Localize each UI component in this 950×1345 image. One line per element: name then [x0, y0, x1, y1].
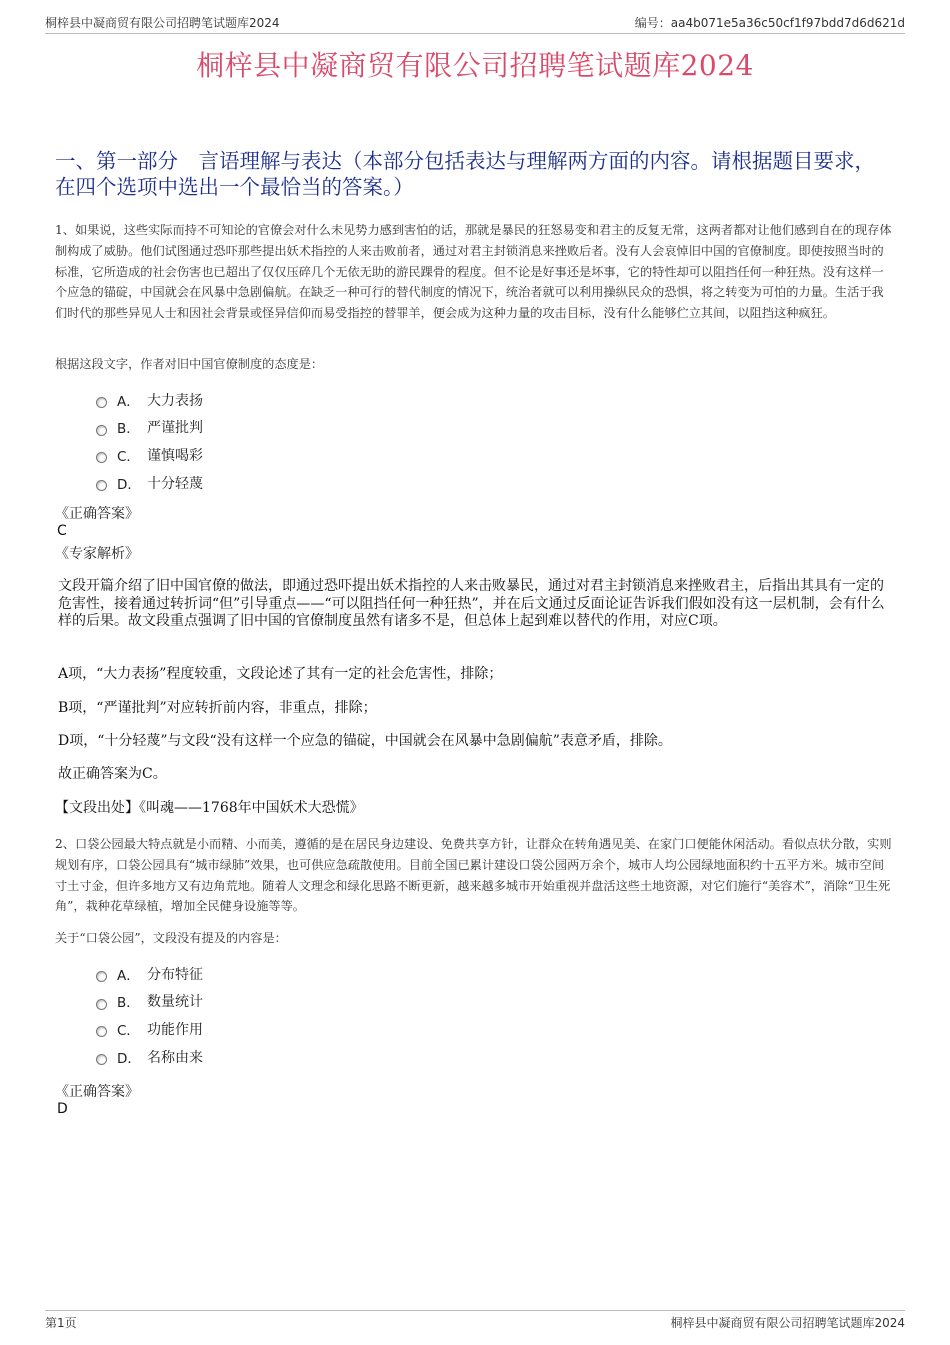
question-1-analysis-label: 《专家解析》: [55, 546, 139, 562]
question-2-prompt: 关于“口袋公园”，文段没有提及的内容是：: [55, 931, 287, 945]
option-key: C．: [117, 448, 140, 465]
option-text: 名称由来: [147, 1049, 203, 1066]
option-key: B．: [117, 421, 140, 438]
option-text: 数量统计: [147, 994, 203, 1011]
option-key: A．: [117, 393, 140, 410]
question-2-passage: 2、口袋公园最大特点就是小而精、小而美，遵循的是在居民身边建设、免费共享方针，让群众在转角遇见美、在家门口便能休闲活动。看似点状分散，实则规划有序，口袋公园具有“城市绿肺”效果，也可供应急疏散使用。目前全国已累计建设口袋公园两万余个，城市人均公园绿地面积约十五平方米。城市空间寸土寸金，但许多地方又有边角荒地。随着人文理念和绿化思路不断更新，越来越多城市开始重视并盘活这些土地资源，对它们施行“美容术”，消除“卫生死角”，栽种花草绿植，增加全民健身设施等等。: [55, 837, 892, 914]
footer-title: 桐梓县中凝商贸有限公司招聘笔试题库2024: [670, 1316, 905, 1330]
radio-button[interactable]: [96, 971, 107, 982]
analysis-conclusion: 故正确答案为C。: [58, 766, 167, 782]
question-2-option-d[interactable]: [96, 1043, 496, 1071]
document-code: 编号：aa4b071e5a36c50cf1f97bdd7d6d621d: [634, 16, 905, 30]
analysis-option-d: D项，“十分轻蔑”与文段“没有这样一个应急的锚碇，中国就会在风暴中急剧偏航”表意矛盾，排除。: [58, 733, 672, 749]
question-1-option-c[interactable]: [96, 441, 496, 469]
page-footer: [45, 1314, 905, 1332]
question-2-options: [96, 960, 496, 1070]
option-key: D．: [117, 1050, 141, 1067]
question-1-option-b[interactable]: [96, 414, 496, 442]
option-text: 大力表扬: [147, 392, 203, 409]
header-title: 桐梓县中凝商贸有限公司招聘笔试题库2024: [45, 16, 280, 30]
radio-button[interactable]: [96, 397, 107, 408]
question-2-option-a[interactable]: [96, 960, 496, 988]
option-text: 十分轻蔑: [147, 475, 203, 492]
question-2-answer-label: 《正确答案》: [55, 1084, 139, 1100]
radio-button[interactable]: [96, 999, 107, 1010]
option-text: 谨慎喝彩: [147, 447, 203, 464]
radio-button[interactable]: [96, 425, 107, 436]
analysis-source: 【文段出处】《叫魂——1768年中国妖术大恐慌》: [55, 800, 364, 816]
option-key: C．: [117, 1022, 140, 1039]
analysis-option-b: B项，“严谨批判”对应转折前内容，非重点，排除；: [58, 700, 377, 716]
analysis-paragraph: 文段开篇介绍了旧中国官僚的做法，即通过恐吓提出妖术指控的人来击败暴民，通过对君主封锁消息来挫败君主，后指出其具有一定的危害性，接着通过转折词“但”引导重点——“可以阻挡任何一种狂热”，并在后文通过反面论证告诉我们假如没有这一层机制，会有什么样的后果。故文段重点强调了旧中国的官僚制度虽然有诸多不是，但总体上起到难以替代的作用，对应C项。: [58, 578, 885, 629]
radio-button[interactable]: [96, 452, 107, 463]
option-key: B．: [117, 995, 140, 1012]
question-1-answer-label: 《正确答案》: [55, 506, 139, 522]
document-title: 桐梓县中凝商贸有限公司招聘笔试题库2024: [196, 49, 754, 82]
option-key: A．: [117, 967, 140, 984]
question-1-prompt: 根据这段文字，作者对旧中国官僚制度的态度是：: [55, 357, 324, 371]
question-2-option-c[interactable]: [96, 1015, 496, 1043]
option-text: 功能作用: [147, 1021, 203, 1038]
page-header: [45, 14, 905, 32]
radio-button[interactable]: [96, 480, 107, 491]
radio-button[interactable]: [96, 1026, 107, 1037]
analysis-option-a: A项，“大力表扬”程度较重，文段论述了其有一定的社会危害性，排除；: [58, 666, 503, 682]
option-text: 分布特征: [147, 966, 203, 983]
option-key: D．: [117, 476, 141, 493]
question-1-option-d[interactable]: [96, 469, 496, 497]
option-text: 严谨批判: [147, 420, 203, 437]
section-title: 一、第一部分 言语理解与表达（本部分包括表达与理解两方面的内容。请根据题目要求，在四个选项中选出一个最恰当的答案。）: [55, 149, 875, 199]
page-number: 第1页: [45, 1316, 77, 1330]
question-2-answer: D: [57, 1101, 68, 1117]
question-1-option-a[interactable]: [96, 386, 496, 414]
question-1-answer: C: [57, 523, 67, 539]
radio-button[interactable]: [96, 1054, 107, 1065]
question-1-passage: 1、如果说，这些实际而持不可知论的官僚会对什么未见势力感到害怕的话，那就是暴民的狂怒易变和君主的反复无常，这两者都对让他们感到自在的现存体制构成了威胁。他们试图通过恐吓那些提出妖术指控的人来击败前者，通过对君主封锁消息来挫败后者。没有人会哀悼旧中国的官僚制度。即使按照当时的标准，它所造成的社会伤害也已超出了仅仅压碎几个无依无助的游民踝骨的程度。但不论是好事还是坏事，它的特性却可以阻挡任何一种狂热。没有这样一个应急的锚碇，中国就会在风暴中急剧偏航。在缺乏一种可行的替代制度的情况下，统治者就可以利用操纵民众的恐惧，将之转变为可怕的力量。生活于我们时代的那些异见人士和因社会背景或怪异信仰而易受指控的替罪羊，便会成为这种力量的攻击目标，没有什么能够伫立其间，以阻挡这种疯狂。: [55, 223, 892, 321]
footer-divider: [45, 1310, 905, 1311]
question-1-options: [96, 386, 496, 496]
question-2-option-b[interactable]: [96, 988, 496, 1016]
header-divider: [45, 33, 905, 34]
